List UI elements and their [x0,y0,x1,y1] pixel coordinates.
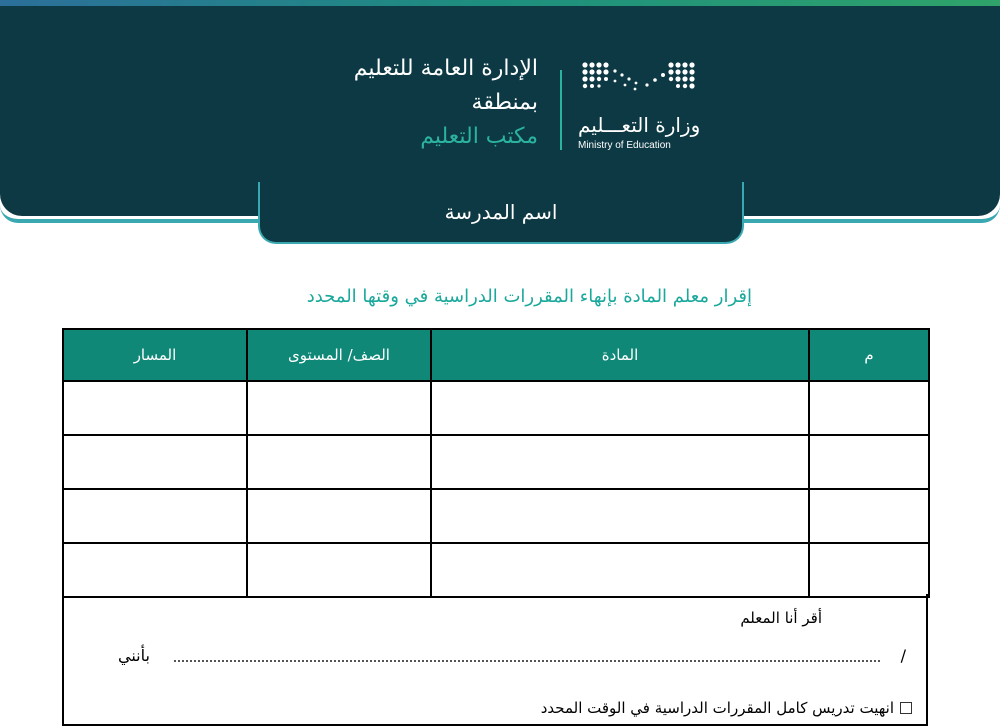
table-row [63,543,929,597]
teacher-name-line[interactable] [118,646,906,668]
table-cell[interactable] [247,381,431,435]
table-cell[interactable] [63,543,247,597]
table-cell[interactable] [431,543,809,597]
checkbox[interactable] [900,702,912,714]
column-header-grade: الصف/ المستوى [247,329,431,381]
dotted-fill-line [174,660,880,662]
table-cell[interactable] [247,435,431,489]
checkbox-label: انهيت تدريس كامل المقررات الدراسية في الوقت المحدد [540,699,894,717]
table-row [63,381,929,435]
education-office: مكتب التعليم [420,124,538,149]
table-cell[interactable] [809,543,929,597]
column-header-number: م [809,329,929,381]
logo-separator [560,70,562,150]
table-cell[interactable] [431,435,809,489]
department-line-1: الإدارة العامة للتعليم [353,56,538,81]
logo-arabic-text: وزارة التعـــليم [578,113,701,137]
table-cell[interactable] [247,543,431,597]
table-cell[interactable] [247,489,431,543]
document-title: إقرار معلم المادة بإنهاء المقررات الدراسية في وقتها المحدد [306,286,752,307]
table-cell[interactable] [63,489,247,543]
declaration-suffix: بأنني [118,646,150,665]
logo-english-text: Ministry of Education [578,140,671,151]
header-text-block [354,52,538,154]
table-row [63,435,929,489]
column-header-subject: المادة [431,329,809,381]
table-header-row [63,329,929,381]
table-cell[interactable] [809,489,929,543]
table-row [63,489,929,543]
table-cell[interactable] [63,381,247,435]
department-line-2: بمنطقة [471,90,538,115]
table-cell[interactable] [431,381,809,435]
subjects-table [62,328,930,598]
table-cell[interactable] [809,435,929,489]
table-cell[interactable] [63,435,247,489]
declaration-box [62,594,928,726]
completion-checkbox-row[interactable] [541,699,912,717]
school-name: اسم المدرسة [444,200,558,224]
declaration-intro: أقر أنا المعلم [740,609,822,627]
declaration-slash: / [900,646,906,665]
column-header-track: المسار [63,329,247,381]
school-name-tab [258,182,744,244]
table-cell[interactable] [431,489,809,543]
table-cell[interactable] [809,381,929,435]
